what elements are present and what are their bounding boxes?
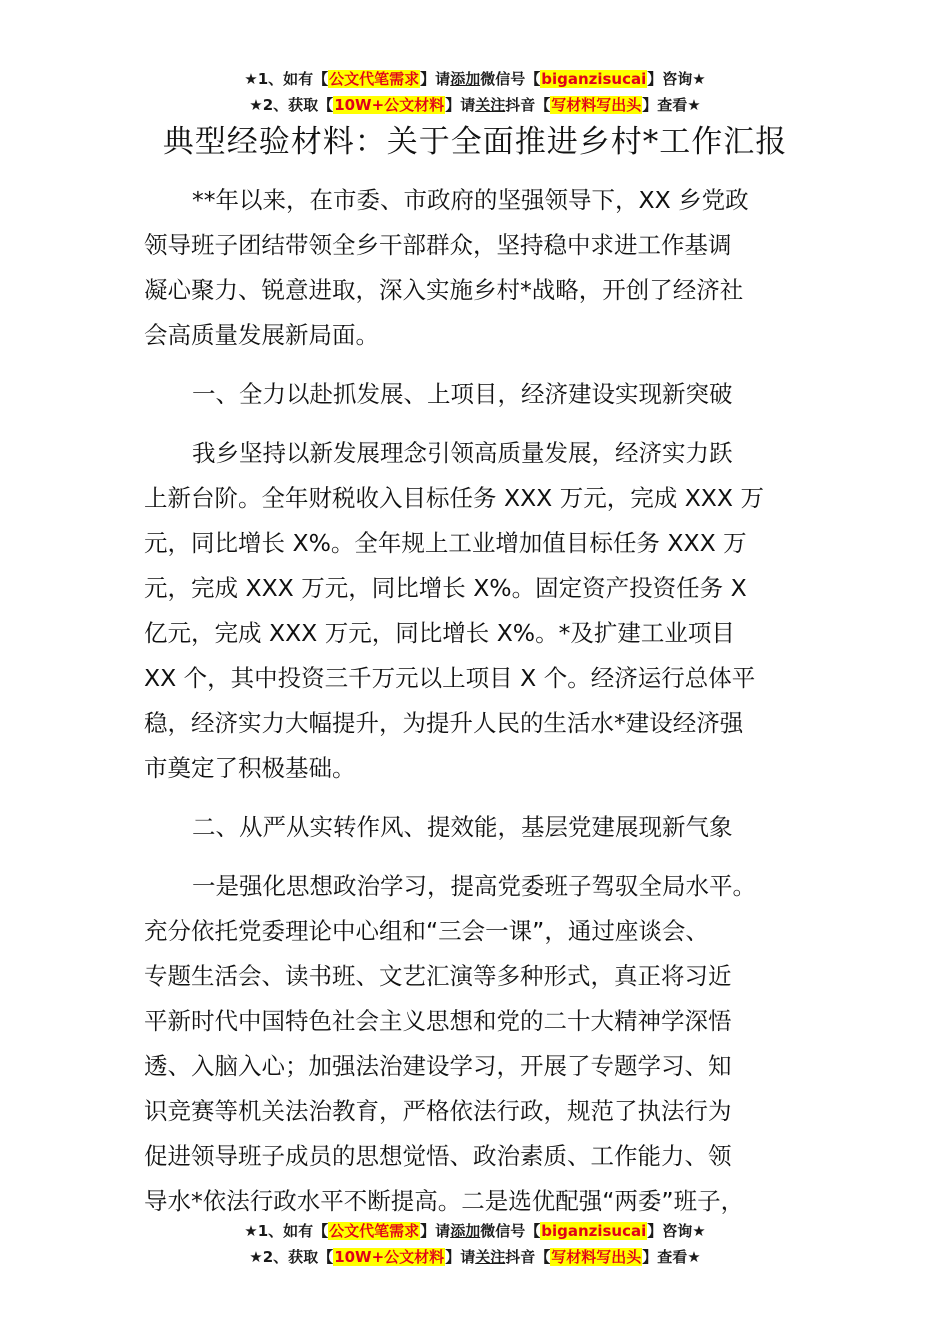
header-banner [0, 66, 950, 118]
footer-banner [0, 1218, 950, 1270]
section-heading-2: 二、从严从实转作风、提效能，基层党建展现新气象 [192, 813, 733, 841]
paragraph-economy: 我乡坚持以新发展理念引领高质量发展，经济实力跃 上新台阶。全年财税收入目标任务 XXX 万元，完成 XXX 万 元，同比增长 X%。全年规上工业增加值目标任务 XXX 万 元，完成 XXX 万元，同比增长 X%。固定资产投资任务 X 亿元，完成 XXX 万元，同比增长 X%。*及扩建工业项目 XX 个，其中投资三千万元以上项目 X 个。经济运行总体平 稳，经济实力大幅提升，为提升人民的生活水*建设经济强 市奠定了积极基础。 [144, 439, 764, 782]
banner-line-2: ★2、获取【10W+公文材料】请关注抖音【写材料写出头】查看★ [249, 1248, 701, 1266]
document-body [144, 178, 828, 1238]
section-heading-1: 一、全力以赴抓发展、上项目，经济建设实现新突破 [192, 380, 733, 408]
paragraph-intro: **年以来，在市委、市政府的坚强领导下，XX 乡党政 领导班子团结带领全乡干部群众，坚持稳中求进工作基调 凝心聚力、锐意进取，深入实施乡村*战略，开创了经济社 会高质量发展新局面。 [144, 186, 749, 349]
highlight-service: 公文代笔需求 [329, 1222, 420, 1240]
banner-line-1: ★1、如有【公文代笔需求】请添加微信号【biganzisucai】咨询★ [244, 1222, 706, 1240]
highlight-service: 公文代笔需求 [329, 70, 420, 88]
highlight-materials: 10W+公文材料 [334, 1248, 445, 1266]
highlight-douyin: 写材料写出头 [551, 96, 642, 114]
banner-line-1: ★1、如有【公文代笔需求】请添加微信号【biganzisucai】咨询★ [244, 70, 706, 88]
highlight-douyin: 写材料写出头 [551, 1248, 642, 1266]
highlight-wechat-id: biganzisucai [541, 1222, 647, 1240]
paragraph-party-building: 一是强化思想政治学习，提高党委班子驾驭全局水平。 充分依托党委理论中心组和“三会一课”，通过座谈会、 专题生活会、读书班、文艺汇演等多种形式，真正将习近 平新时代中国特色社会主义思想和党的二十大精神学深悟 透、入脑入心；加强法治建设学习，开展了专题学习、知 识竞赛等机关法治教育，严格依法行政，规范了执法行为 促进领导班子成员的思想觉悟、政治素质、工作能力、领 导水*依法行政水平不断提高。二是选优配强“两委”班子， [144, 872, 756, 1215]
highlight-materials: 10W+公文材料 [334, 96, 445, 114]
document-title: 典型经验材料：关于全面推进乡村*工作汇报 [162, 124, 788, 160]
banner-line-2: ★2、获取【10W+公文材料】请关注抖音【写材料写出头】查看★ [249, 96, 701, 114]
highlight-wechat-id: biganzisucai [541, 70, 647, 88]
